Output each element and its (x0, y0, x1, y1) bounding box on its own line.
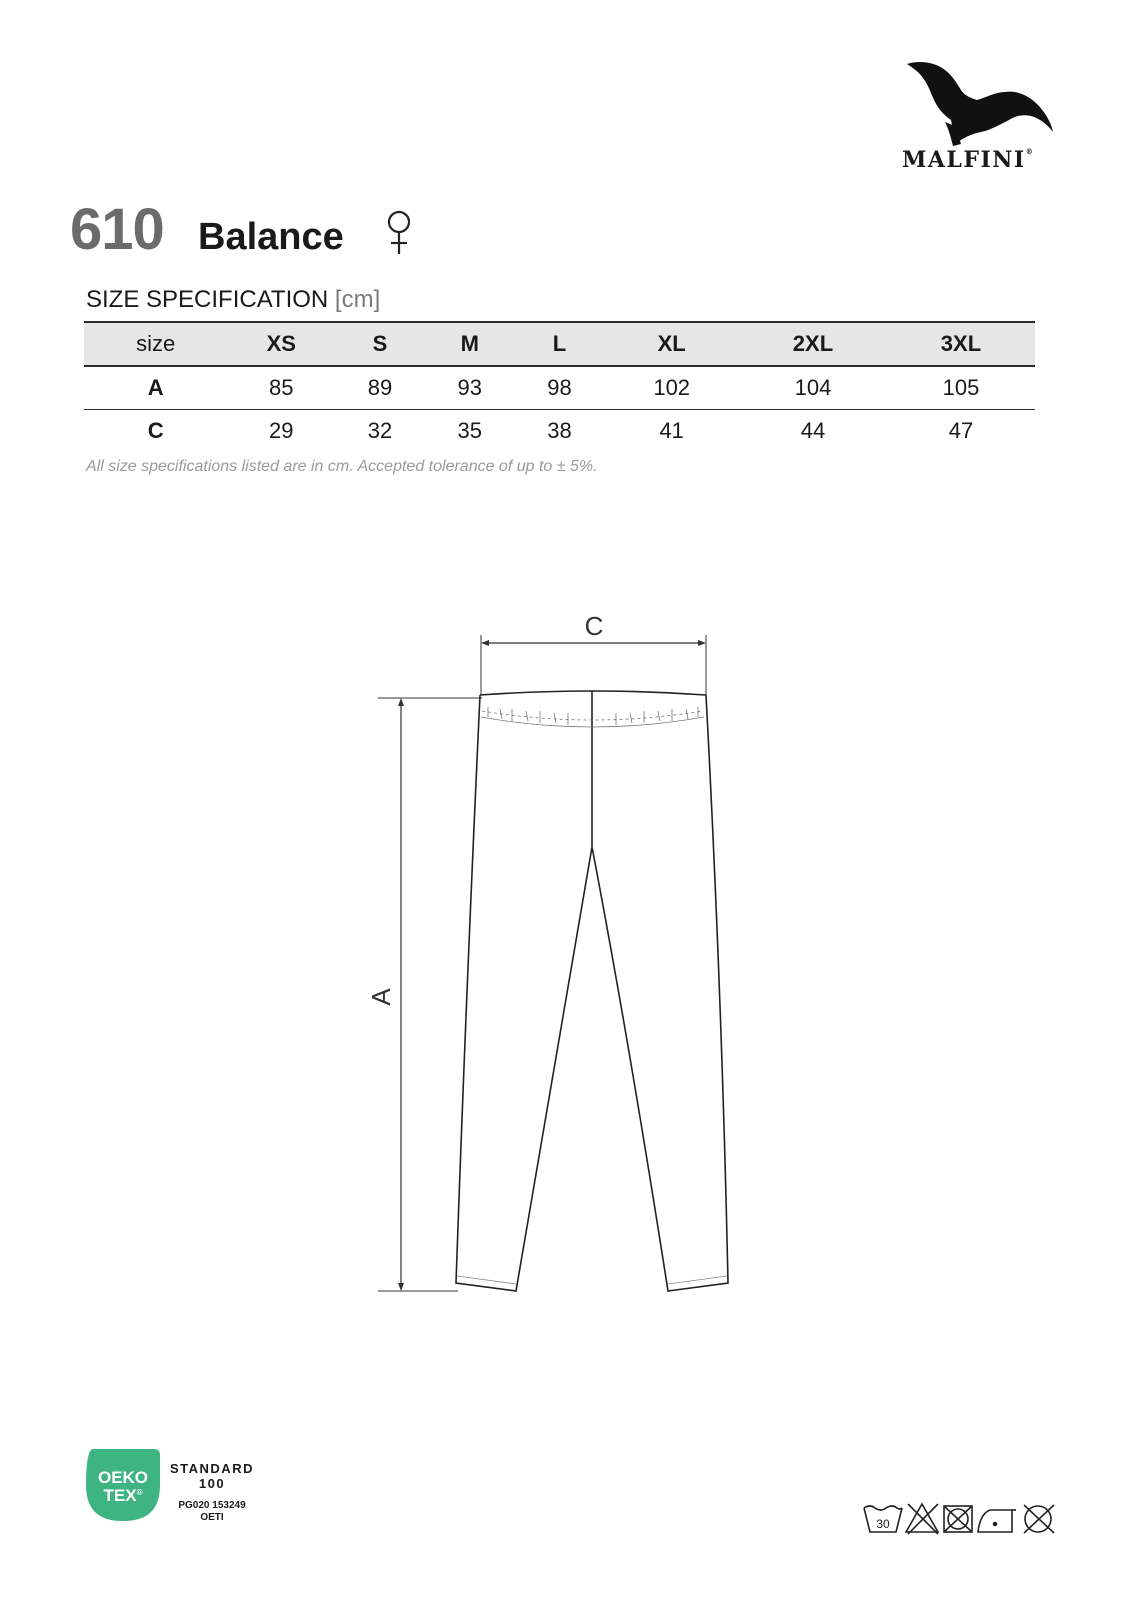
oeko-certificate-code: PG020 153249 OETI (178, 1500, 246, 1523)
row-label: C (147, 418, 164, 443)
table-cell: 38 (547, 418, 572, 443)
oeko-line1: OEKO (97, 1468, 149, 1487)
tolerance-note: All size specifications listed are in cm. Accepted tolerance of up to ± 5%. (86, 458, 598, 475)
length-label: A (366, 988, 396, 1006)
table-cell: 47 (948, 418, 974, 443)
header-size: 3XL (887, 322, 1035, 366)
table-cell: 41 (659, 418, 684, 443)
table-cell: 105 (887, 366, 1035, 410)
wash-30-icon (864, 1506, 902, 1532)
hem-stitching (457, 1276, 727, 1284)
length-dimension (366, 698, 482, 1291)
oeko-standard-label: STANDARD 100 (170, 1461, 254, 1491)
product-code: 610 (70, 197, 164, 262)
table-cell: 93 (425, 366, 515, 410)
svg-text:30: 30 (876, 1517, 890, 1531)
header-size: M (425, 322, 515, 366)
header-size: S (335, 322, 425, 366)
header-size: XL (604, 322, 739, 366)
oeko-tex-badge (86, 1449, 160, 1521)
table-cell: 89 (335, 366, 425, 410)
leggings-outline (456, 691, 728, 1291)
size-spec-title: SIZE SPECIFICATION [cm] (86, 286, 381, 313)
table-cell: 85 (227, 366, 335, 410)
table-cell: 98 (515, 366, 605, 410)
product-name: Balance (198, 216, 344, 258)
female-symbol-icon (384, 210, 414, 256)
care-symbols (862, 1500, 1062, 1536)
row-label: A (84, 366, 227, 410)
table-cell: 29 (269, 418, 294, 443)
width-dimension (481, 611, 706, 695)
table-cell: 32 (367, 418, 393, 443)
table-cell: 102 (604, 366, 739, 410)
table-row (84, 366, 1035, 410)
leggings-diagram (366, 611, 770, 1325)
no-tumble-dry-icon (944, 1506, 972, 1532)
size-header-row (84, 322, 1035, 366)
no-dry-clean-icon (1024, 1505, 1054, 1533)
eagle-icon (905, 58, 1055, 148)
brand-logo-text: MALFINI® (902, 147, 1035, 173)
width-label: C (584, 611, 604, 641)
table-row (84, 410, 1035, 453)
no-bleach-icon (906, 1504, 938, 1534)
unit-label: [cm] (334, 286, 381, 313)
iron-low-icon (978, 1510, 1016, 1532)
table-cell: 104 (739, 366, 887, 410)
header-size: XS (227, 322, 335, 366)
table-cell: 44 (800, 418, 826, 443)
oeko-line2: TEX® (103, 1486, 143, 1505)
header-size: L (515, 322, 605, 366)
table-cell: 35 (457, 418, 482, 443)
header-size-label: size (84, 322, 227, 366)
header-size: 2XL (739, 322, 887, 366)
size-table (84, 321, 1035, 452)
